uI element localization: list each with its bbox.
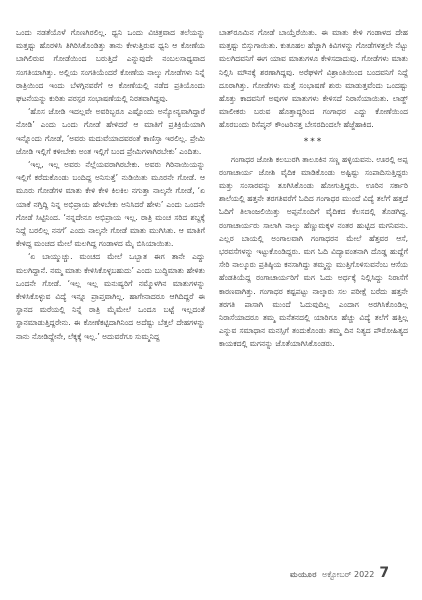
- page-footer: [290, 565, 389, 581]
- paragraph: ಒಂದು ನಡತೆಯೊಳೆ ಗೊಣಗಿರಲಿಲ್ಲ. ಧ್ವನಿ ಒಂದು ವಿಚಿತ್ರವಾದ ತಲೆಯನ್ನು ಮತ್ತಷ್ಟು ಹೊರಳಿಸಿ ತಿಗಿರಿಸಿಕೊಂಡಿತ್ತು ತಾನು ಕೇಳುತ್ತಿರುವ ಧ್ವನಿ ಆ ಕೋಣೆಯ ಬಾಗಿಲಿರುವ ಗೋಡೆಯಿಂದ ಬರುತ್ತಿದೆ ಎನ್ನುವುದೇ ನಂಬಲಸಾಧ್ಯವಾದ ಸಂಗತಿಯಾಗಿತ್ತು. ಅಲ್ಲಿಯ ಸಂಗತಿಯೆಂದರೆ ಕೋಣೆಯ ನಾಲ್ಕು ಗೋಡೆಗಳು ನಿನ್ನೆ ರಾತ್ರಿಯಿಂದ ಇಂದು ಬೆಳಗ್ಗಿನವರೆಗೆ ಆ ಕೋಣೆಯಲ್ಲಿ ನಡೆದ ಪ್ರತಿಯೊಂದು ಘಟನೆಯನ್ನು ಕುರಿತು ಪರಸ್ಪರ ಸಂಭಾಷಣೆಯಲ್ಲಿ ನಿರತವಾಗಿದ್ದವು.: [16, 28, 205, 104]
- paragraph: ‘ಇಲ್ಲ, ಇಲ್ಲ ಅವರು ನೆಲ್ಲೆಯವರಾಗಿರಬೇಕು. ಅವರು ಗಿರಿನಾಯಿಯನ್ನು ಇಲ್ಲಿಗೆ ಕರೆದುಕೊಂಡು ಬಂದಿದ್ದ ಅನಿಸುತ್ತೆ’ ನುಡಿಯಿತು ಮೂರನೇ ಗೋಡೆ. ಆ ಮೂರು ಗೋಡೆಗಳ ಮಾತು ಕೇಳಿ ಕೇಳಿ ಕಿಲಕಿಲ ನಗುತ್ತಾ ನಾಲ್ಕನೇ ಗೋಡೆ, ‘ಏ ಯಾಕೆ ನಗ್ತಿದ್ದಿ ನಿನ್ನ ಅಭಿಪ್ರಾಯ ಹೇಳಬೇಕು ಅನಿಸಿದರೆ ಹೇಳು’ ಎಂದು ಒಂದನೇ ಗೋಡೆ ಸಿಟ್ಟಿನಿಂದ. ‘ನನ್ನದೇನೂ ಅಭಿಪ್ರಾಯ ಇಲ್ಲ. ರಾತ್ರಿ ಮಂಚ ಸರಿದ ಶಬ್ದಕ್ಕೆ ನಿದ್ದೆ ಬರಲಿಲ್ಲ ನನಗೆ’ ಎಂದು ನಾಲ್ಕನೇ ಗೋಡೆ ಮಾತು ಮುಗಿಸಿತು. ಆ ಮಾತಿಗೆ ಕೇಳಿದ್ದ ಮಂಚದ ಮೇಲೆ ಮಲಗಿದ್ದ ಗಂಡಾಳದ ಮೈ ಬಿಸಿಯಾಯಿತು.: [16, 160, 205, 249]
- magazine-masthead: ಮಯೂರ: [290, 569, 318, 579]
- paragraph: ‘ಹೊಸ ಜೋಡಿ ಇದಲ್ಲವೇ ಅವರಿಬ್ಬರೂ ಎಷ್ಟೊಂದು ಅನ್ಯೋನ್ಯವಾಗಿದ್ದಾರೆ ನೋಡಿ’ ಎಂದು ಒಂದು ಗೋಡೆ ಹೇಳಿದರೆ ಆ ಮಾತಿಗೆ ಪ್ರತಿಕ್ರಿಯೆಯಾಗಿ ಇನ್ನೊಂದು ಗೋಡೆ, ‘ಅವರು ಮದುವೆಯಾದವರಂತೆ ಕಾಣಿಸ್ತಾ ಇರಲಿಲ್ಲ. ಪ್ರೇಮಿ ಜೋಡಿ ಇಲ್ಲಿಗೆ ಕಳೀಬೇಕು ಅಂತ ಇಲ್ಲಿಗೆ ಬಂದ ಪ್ರೇಮಿಗಳಾಗಿರಬೇಕು’ ಎಂದಿತು.: [16, 107, 205, 156]
- paragraph: ‘ಏ ಬಾಯ್ಮುಚ್ಚು. ಮಂಚದ ಮೇಲೆ ಒಬ್ಬಾತ ಈಗ ತಾನೇ ಎದ್ದು ಮಲಗಿದ್ದಾನೆ. ನಮ್ಮ ಮಾತು ಕೇಳಿಸಿಕೊಳ್ಳಬಹುದು’ ಎಂದು ಬುದ್ಧಿಮಾತು ಹೇಳಿತು ಒಂದನೇ ಗೋಡೆ. ‘ಇಲ್ಲ ಇಲ್ಲ ಮನುಷ್ಯರಿಗೆ ನಮ್ಮೊಳಗಿನ ಮಾತುಗಳನ್ನು ಕೇಳಿಸಿಕೊಳ್ಳುವ ವಿದ್ಯೆ ಇನ್ನೂ ಪ್ರಾಪ್ತವಾಗಿಲ್ಲ. ಹಾಗೇನಾದರೂ ಆಗಿದಿದ್ದರೆ ಈ ಸ್ಥಾನದ ಮರೆಯಲ್ಲಿ ನಿನ್ನೆ ರಾತ್ರಿ ಮೈಮೇಲೆ ಒಂದೂ ಬಟ್ಟೆ ಇಲ್ಲದಂತೆ ಸ್ಥಾನಮಾಡುತ್ತಿದ್ದರೇನು. ಈ ಕೋಣೆಕಟ್ಟಿದಾಗಿನಿಂದ ಅದೆಷ್ಟು ಬೆತ್ತಲೆ ದೇಹಗಳನ್ನು ನಾನು ನೋಡಿದ್ದೇನೇ, ಲೆಕ್ಕಕ್ಕೆ ಇಲ್ಲ.’ ಅದುವರೆಗೂ ಸುಮ್ಮನಿದ್ದ: [16, 252, 205, 341]
- article-body: [16, 26, 408, 556]
- section-separator: ***: [303, 136, 324, 147]
- issue-date: ಅಕ್ಟೋಬರ್ 2022: [322, 570, 375, 579]
- page-number: 7: [379, 565, 390, 581]
- paragraph: ಬಾತ್‌ರೂಮಿನ ಗೋಡೆ ಬಾಯ್ತೆರೆಯಿತು. ಈ ಮಾತು ಕೇಳಿ ಗಂಡಾಳದ ದೇಹ ಮತ್ತಷ್ಟು ಬಿಸ್ತುಗಾಯಿತು. ಕುತೂಹಲ ಹೆಚ್ಚಾಗಿ ಕಿವಿಗಳನ್ನು ಗೋಡೆಗಳತ್ತಲೇ ನೆಟ್ಟು ಮಲಗಿದವನಿಗೆ ಈಗ ಯಾವ ಮಾತುಗಳೂ ಕೇಳಿಸದಾದುವು. ಗೋಡೆಗಳು ಮಾತು ನಿಲ್ಲಿಸಿ ಮೌನಕ್ಕೆ ಶರಣಾಗಿದ್ದವು. ಅರೆಘಳಿಗೆ ವಿಶ್ರಾಂತಿಯಿಂದ ಬಂದವನಿಗೆ ನಿದ್ದೆ ದೂರಾಗಿತ್ತು. ಗೋಡೆಗಳು ಮತ್ತೆ ಸಂಭಾಷಣೆ ಶುರು ಮಾಡುತ್ತವೆಂದು ಒಂದಷ್ಟು ಹೊತ್ತು ಕಾದವನಿಗೆ ಅವುಗಳ ಮಾತುಗಳು ಕೇಳಿಸದೆ ನಿರಾಸೆಯಾಯಿತು. ಲಾಡ್ಜ್ ಮಾಲೀಕರು ಬರುವ ಹೊತ್ತಾದ್ದರಿಂದ ಗಂಗಾಧರ ಎದ್ದು ಕೋಣೆಯಿಂದ ಹೊರಬಂದು ರಿಸೆಪ್ಶನ್ ಕೌಂಟರಿನತ್ತ ಬೇಸರದಿಂದಲೇ ಹೆಜ್ಜೆಹಾಕಿದ.: [219, 28, 408, 130]
- paragraph: ಗಂಗಾಧರ ಜೋಶಿ ಕಲಬುರಗಿ ತಾಲೂಕಿನ ಸಣ್ಣ ಹಳ್ಳಿಯವನು. ಊರಲ್ಲಿ ಅಪ್ಪ ರಂಗಾಚಾರ್ಯ ಜೋಶಿ ವೈದಿಕ ಮಾಡಿಕೊಂಡು ಅಷ್ಟಿಷ್ಟು ಸಂಪಾದಿಸುತ್ತಿದ್ದರು ಮತ್ತು ಸಂಸಾರವನ್ನು ತೂಗಿಸಿಕೊಂಡು ಹೋಗುತ್ತಿದ್ದರು. ಊರಿನ ಸರ್ಕಾರಿ ಶಾಲೆಯಲ್ಲಿ ಹತ್ತನೇ ತರಗತಿವರೆಗೆ ಓದಿದ ಗಂಗಾಧರ ಮುಂದೆ ವಿದ್ಯೆ ತಲೆಗೆ ಹತ್ತದೆ ಓದಿಗೆ ತಿಲಾಂಜಲಿಯಿತ್ತು ಅಪ್ಪನೊಂದಿಗೆ ವೈದಿಕದ ಕೆಲಸದಲ್ಲಿ ತೊಡಗಿದ್ದ. ರಂಗಾಚಾರ್ಯರು ಸಾಲಾಗಿ ನಾಲ್ಕು ಹೆಣ್ಣುಮಕ್ಕಳ ನಂತರ ಹುಟ್ಟಿದ ಮಗನಿವನು. ಎಲ್ಲರ ಬಾಯಲ್ಲಿ ಅಂಗಾಲವಾಗಿ ಗಂಗಾಧರನ ಮೇಲೆ ಹೆತ್ತವರ ಆಸೆ, ಭರವಸೆಗಳನ್ನು ಇಟ್ಟುಕೊಂಡಿದ್ದರು. ಮಗ ಓದಿ ವಿದ್ಯಾವಂತನಾಗಿ ದೊಡ್ಡ ಹುದ್ದೆಗೆ ಸೇರಿ ನಾಲ್ಕೂರು ಪ್ರತಿಷ್ಠಿಯ ಕನಸಾಗಿದ್ದು ತಮ್ಮನ್ನು ಮುತ್ತಿಗೊಳಿಸುವನೆಂಬ ಆಸೆಯ ಹೆಂಡತಿಯೆದ್ದ ರಂಗಾಚಾರ್ಯರಿಗೆ ಮಗ ಓದು ಅರ್ಧಕ್ಕೆ ನಿಲ್ಲಿಸಿದ್ದು ನಿರಾಸೆಗೆ ಕಾರಣವಾಗಿತ್ತು. ಗಂಗಾಧರ ಕಷ್ಟಪಟ್ಟು ನಾಲ್ಕಾರು ಸಲ ಪರೀಕ್ಷೆ ಬರೆದು ಹತ್ತನೇ ತರಗತಿ ಪಾಸಾಗಿ ಮುಂದೆ ಓದುವುದಿಲ್ಲ ಎಂದಾಗ ಅರಗಿಸಿಕೊಂಡಿಲ್ಲ ನಿರಾಸೆಯಾದರೂ ತಮ್ಮ ಮನೆತನದಲ್ಲಿ ಯಾರಿಗೂ ಹೆಚ್ಚು ವಿದ್ಯೆ ತಲೆಗೆ ಹತ್ತಿಲ್ಲ ಎನ್ನುವ ಸಮಾಧಾನ ಮನಸ್ಸಿಗೆ ತಂದುಕೊಂಡು ತಮ್ಮ ದಿನ ನಿತ್ಯದ ಪೌರೋಹಿತ್ಯದ ಕಾಯಕದಲ್ಲಿ ಮಗನನ್ನು ಜೊತೆಯಾಗಿಸಿಕೊಂಡರು.: [219, 154, 408, 349]
- right-column: [219, 26, 408, 556]
- left-column: [16, 26, 205, 556]
